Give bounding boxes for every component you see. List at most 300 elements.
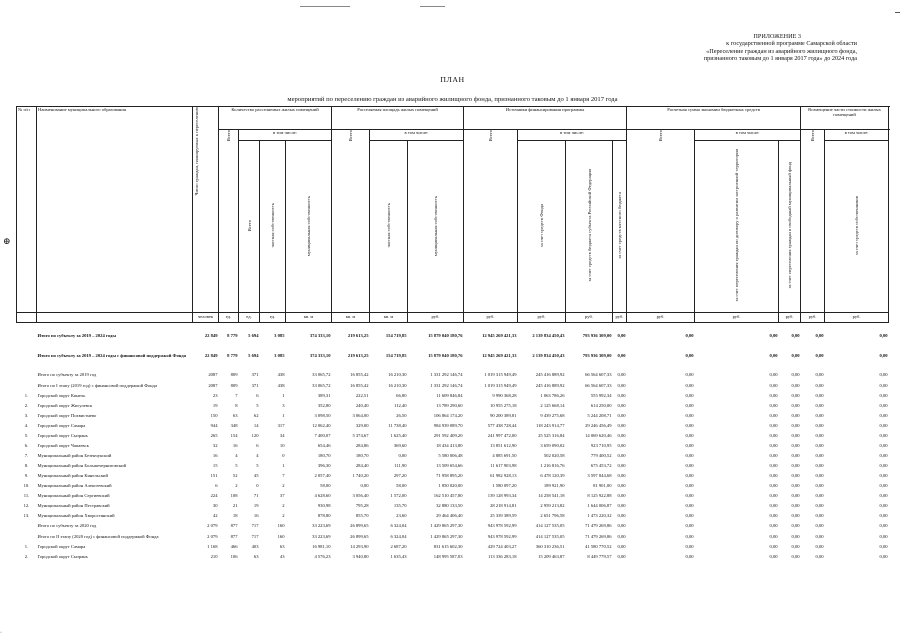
row-number: 9. <box>24 473 29 479</box>
value-cell: 675 453,72 <box>590 463 612 469</box>
row-number <box>17 370 37 380</box>
value-cell: 2 959 213,82 <box>540 503 565 509</box>
value-cell: 779 400,52 <box>590 453 612 459</box>
value-cell: 16 <box>232 443 238 449</box>
value-cell: 43 <box>279 554 285 560</box>
value-cell: 154 719,85 <box>385 352 407 358</box>
municipality-name: Городской округ Сызрань <box>37 554 88 560</box>
value-cell: 25 525 316,84 <box>538 433 565 439</box>
row-number: 6. <box>24 443 29 449</box>
value-cell: 614 250,00 <box>590 403 612 409</box>
value-cell: 414 127 535,05 <box>535 533 565 539</box>
appendix-line: к государственной программе Самарской области <box>726 40 857 48</box>
value-cell: 0 <box>282 453 285 459</box>
value-cell: 943 978 592,99 <box>487 533 517 539</box>
value-cell: 371 <box>251 372 259 378</box>
value-cell: 0,00 <box>617 453 626 459</box>
value-cell: 62 <box>253 413 259 419</box>
value-cell: 0,00 <box>879 493 888 499</box>
municipality-name: Муниципальный район Большечерниговский <box>37 463 127 469</box>
savings-total-header: Всего <box>627 130 695 313</box>
value-cell: 2 057,40 <box>314 473 331 479</box>
value-cell: 5 <box>256 463 259 469</box>
value-cell: 11 738,40 <box>388 423 407 429</box>
value-cell: 2 139 834 450,43 <box>532 352 565 358</box>
value-cell: 0,00 <box>398 453 407 459</box>
value-cell: 0,00 <box>769 403 778 409</box>
value-cell: 42 <box>212 513 218 519</box>
value-cell: 1 429 865 297,30 <box>430 523 463 529</box>
value-cell: 1 473 220,32 <box>587 513 612 519</box>
value-cell: 0,00 <box>791 372 800 378</box>
value-cell: 0,00 <box>791 554 800 560</box>
table-row <box>17 370 889 380</box>
value-cell: 33 223,69 <box>312 523 331 529</box>
value-cell: 0,00 <box>815 423 824 429</box>
value-cell: 135,70 <box>393 503 407 509</box>
value-cell: 466 <box>230 544 238 550</box>
value-cell: 13 851 612,90 <box>490 443 517 449</box>
value-cell: 329,00 <box>355 423 369 429</box>
unit-cell: руб. <box>695 312 779 322</box>
finance-group-header: Источники финансирования программы <box>464 107 627 130</box>
value-cell: 793 936 309,00 <box>582 333 612 339</box>
value-cell: 809 <box>230 372 238 378</box>
value-cell: 0,00 <box>617 493 626 499</box>
value-cell: 0,00 <box>815 493 824 499</box>
document-subtitle: мероприятий по переселению граждан из аварийного жилищного фонда, признанного таковым до 1 января 2017 года <box>287 96 618 103</box>
value-cell: 2 651 796,58 <box>540 513 565 519</box>
value-cell: 0,00 <box>879 453 888 459</box>
value-cell: 371 <box>251 382 259 388</box>
value-cell: 19 <box>253 503 259 509</box>
value-cell: 0,00 <box>617 463 626 469</box>
value-cell: 63 <box>253 554 259 560</box>
value-cell: 148 995 587,03 <box>433 554 463 560</box>
value-cell: 71 479 269,86 <box>585 523 612 529</box>
row-number: 3. <box>24 413 29 419</box>
value-cell: 369,60 <box>393 443 407 449</box>
savings-incl-header: в том числе: <box>695 130 801 141</box>
value-cell: 0,00 <box>815 513 824 519</box>
value-cell: 189 921,90 <box>543 483 565 489</box>
table-row <box>17 431 889 441</box>
value-cell: 16 855,42 <box>350 382 369 388</box>
municipality-name: Городской округ Чапаевск <box>37 443 89 449</box>
value-cell: 577 438 728,44 <box>487 423 517 429</box>
value-cell: 9 990 368,28 <box>492 393 517 399</box>
row-number: 2. <box>24 554 29 560</box>
value-cell: 4 628,60 <box>314 493 331 499</box>
area-incl-header: в том числе: <box>370 130 464 141</box>
unit-cell: руб. <box>801 312 825 322</box>
value-cell: 0,00 <box>685 513 694 519</box>
value-cell: 0,00 <box>815 483 824 489</box>
row-number <box>17 521 37 531</box>
rooms-private-header: частная собственность <box>260 141 286 313</box>
units-row <box>17 312 889 322</box>
value-cell: 877 <box>230 523 238 529</box>
municipality-name: Итого по субъекту за 2019 год <box>37 372 97 378</box>
value-cell: 219 613,25 <box>347 352 369 358</box>
value-cell: 0,00 <box>685 423 694 429</box>
value-cell: 26 899,65 <box>350 523 369 529</box>
rooms-total-header: Всего <box>219 130 239 313</box>
municipality-name: Итого по I этапу (2019 год) с финансовой поддержкой Фонда <box>37 382 158 388</box>
value-cell: 0,00 <box>685 453 694 459</box>
value-cell: 0,00 <box>791 523 800 529</box>
refund-total-header: Всего <box>801 130 825 313</box>
value-cell: 14 293,90 <box>350 544 369 550</box>
appendix-header <box>527 33 857 63</box>
value-cell: 150 <box>210 413 218 419</box>
value-cell: 0,00 <box>815 463 824 469</box>
value-cell: 0,00 <box>879 473 888 479</box>
value-cell: 944 <box>210 423 218 429</box>
top-scan-mark <box>300 6 350 7</box>
value-cell: 5 694 <box>248 352 259 358</box>
value-cell: 90 200 389,81 <box>490 413 517 419</box>
value-cell: 180,70 <box>317 453 331 459</box>
value-cell: 0,00 <box>769 413 778 419</box>
value-cell: 0,00 <box>791 544 800 550</box>
value-cell: 0,00 <box>685 483 694 489</box>
table-row <box>17 391 889 401</box>
value-cell: 1 019 315 949,49 <box>484 372 517 378</box>
table-row <box>17 441 889 451</box>
table-row <box>17 531 889 542</box>
row-number <box>17 531 37 542</box>
value-cell: 45 <box>253 473 259 479</box>
value-cell: 0,00 <box>617 433 626 439</box>
value-cell: 943 978 592,99 <box>487 523 517 529</box>
value-cell: 0,00 <box>879 503 888 509</box>
finance-fund-header: за счет средств Фонда <box>518 141 566 313</box>
value-cell: 5 244 208,71 <box>587 413 612 419</box>
row-number: 1. <box>24 544 29 550</box>
top-scan-mark <box>420 6 445 7</box>
value-cell: 877 <box>230 533 238 539</box>
value-cell: 222,51 <box>355 393 369 399</box>
value-cell: 6 324,04 <box>390 533 407 539</box>
value-cell: 154 <box>230 433 238 439</box>
value-cell: 2087 <box>208 372 218 378</box>
savings-fund-header: за счет переселения граждан в свободный муниципальный фонд <box>779 141 801 313</box>
value-cell: 0,00 <box>879 523 888 529</box>
municipality-name: Муниципальный район Хворостянский <box>37 513 115 519</box>
value-cell: 0,00 <box>791 513 800 519</box>
value-cell: 22 849 <box>204 352 218 358</box>
value-cell: 0,00 <box>815 453 824 459</box>
unit-cell: руб. <box>408 312 464 322</box>
unit-cell <box>37 312 193 322</box>
value-cell: 66 564 607,33 <box>585 382 612 388</box>
value-cell: 878,80 <box>317 513 331 519</box>
value-cell: 0,00 <box>685 554 694 560</box>
value-cell: 284,86 <box>355 443 369 449</box>
value-cell: 0,00 <box>617 503 626 509</box>
table-row <box>17 411 889 421</box>
col-name-header: Наименование муниципального образования <box>37 107 193 313</box>
value-cell: 5 374,67 <box>352 433 369 439</box>
value-cell: 118 243 914,77 <box>535 423 565 429</box>
unit-cell: руб. <box>613 312 627 322</box>
value-cell: 1 850 020,00 <box>438 483 463 489</box>
refund-owners-header: за счет средств собственников <box>825 141 889 313</box>
value-cell: 1 331 292 146,74 <box>430 382 463 388</box>
value-cell: 0,00 <box>879 463 888 469</box>
value-cell: 0,00 <box>685 473 694 479</box>
value-cell: 4 <box>235 453 238 459</box>
value-cell: 120 <box>251 433 259 439</box>
value-cell: 2 139 834 450,43 <box>532 333 565 339</box>
value-cell: 0,00 <box>815 533 824 539</box>
table-row <box>17 421 889 431</box>
value-cell: 793 936 309,00 <box>582 352 612 358</box>
value-cell: 1 580 097,20 <box>492 483 517 489</box>
crop-mark: · <box>0 630 2 636</box>
value-cell: 0,00 <box>685 403 694 409</box>
value-cell: 16 855,42 <box>350 372 369 378</box>
value-cell: 0,00 <box>791 403 800 409</box>
value-cell: 219 613,25 <box>347 333 369 339</box>
value-cell: 245 416 889,92 <box>535 372 565 378</box>
area-private-header: частная собственность <box>370 141 408 313</box>
refund-incl-header: в том числе: <box>825 130 889 141</box>
appendix-line: «Переселение граждан из аварийного жилищного фонда, <box>706 47 857 55</box>
value-cell: 0,00 <box>879 352 888 358</box>
value-cell: 923 710,95 <box>590 443 612 449</box>
value-cell: 0,00 <box>769 523 778 529</box>
value-cell: 317 <box>277 423 285 429</box>
row-number: 1. <box>24 393 29 399</box>
table-row <box>17 481 889 491</box>
value-cell: 389,31 <box>317 393 331 399</box>
value-cell: 0,00 <box>617 423 626 429</box>
value-cell: 14 069 620,46 <box>585 433 612 439</box>
value-cell: 32 <box>212 443 218 449</box>
value-cell: 1 <box>282 463 285 469</box>
value-cell: 139 128 993,34 <box>487 493 517 499</box>
value-cell: 151 <box>210 473 218 479</box>
value-cell: 0,00 <box>769 493 778 499</box>
value-cell: 0,00 <box>769 443 778 449</box>
value-cell: 0,00 <box>791 533 800 539</box>
value-cell: 0,00 <box>685 544 694 550</box>
value-cell: 0 <box>256 483 259 489</box>
value-cell: 3 597 844,68 <box>587 473 612 479</box>
value-cell: 2 <box>282 503 285 509</box>
value-cell: 0,00 <box>617 483 626 489</box>
unit-cell: руб. <box>627 312 695 322</box>
value-cell: 0,00 <box>617 372 626 378</box>
unit-cell: ед. <box>219 312 239 322</box>
value-cell: 0,00 <box>617 513 626 519</box>
value-cell: 4 576,23 <box>314 554 331 560</box>
value-cell: 0,00 <box>879 433 888 439</box>
value-cell: 71 <box>253 493 259 499</box>
value-cell: 0,00 <box>791 433 800 439</box>
value-cell: 2 079 <box>207 533 218 539</box>
municipality-name: Муниципальный район Кинельский <box>37 473 108 479</box>
unit-cell: руб. <box>825 312 889 322</box>
value-cell: 3 098,50 <box>314 413 331 419</box>
value-cell: 0,00 <box>769 533 778 539</box>
value-cell: 0,00 <box>617 533 626 539</box>
value-cell: 63 <box>279 544 285 550</box>
value-cell: 0,00 <box>815 554 824 560</box>
unit-cell <box>17 312 37 322</box>
row-number: 2. <box>24 403 29 409</box>
value-cell: 0,00 <box>685 493 694 499</box>
value-cell: 1 331 292 146,74 <box>430 372 463 378</box>
value-cell: 0,00 <box>617 393 626 399</box>
value-cell: 0,00 <box>879 372 888 378</box>
value-cell: 19 <box>212 403 218 409</box>
value-cell: 0,00 <box>791 483 800 489</box>
table-row <box>17 471 889 481</box>
municipality-name: Муниципальный район Сергиевский <box>37 493 110 499</box>
value-cell: 0,00 <box>769 382 778 388</box>
value-cell: 12 945 269 421,33 <box>482 352 517 358</box>
value-cell: 809 <box>230 382 238 388</box>
table-row <box>17 401 889 411</box>
area-group-header: Расселяемая площадь жилых помещений <box>332 107 464 130</box>
row-spacer <box>17 341 889 350</box>
savings-dev-header: за счет переселения граждан по договору о развитии застроенной территории <box>695 141 779 313</box>
value-cell: 58,00 <box>320 483 331 489</box>
unit-cell: руб. <box>518 312 566 322</box>
value-cell: 1 429 865 297,30 <box>430 533 463 539</box>
value-cell: 6 <box>215 483 218 489</box>
value-cell: 0,00 <box>791 413 800 419</box>
value-cell: 6 324,04 <box>390 523 407 529</box>
value-cell: 6 478 120,39 <box>540 473 565 479</box>
margin-mark: ⊕ <box>3 236 11 246</box>
value-cell: 2 <box>235 483 238 489</box>
value-cell: 29 246 456,49 <box>585 423 612 429</box>
value-cell: 7 <box>235 393 238 399</box>
value-cell: 0,00 <box>617 443 626 449</box>
value-cell: 930,98 <box>317 503 331 509</box>
value-cell: 0,00 <box>769 483 778 489</box>
value-cell: 0,00 <box>815 372 824 378</box>
value-cell: 0,00 <box>815 352 824 358</box>
value-cell: 111,90 <box>394 463 407 469</box>
value-cell: 1 216 816,76 <box>540 463 565 469</box>
value-cell: 0,00 <box>879 443 888 449</box>
value-cell: 0,00 <box>791 473 800 479</box>
value-cell: 3 064,00 <box>352 413 369 419</box>
row-number <box>17 380 37 391</box>
value-cell: 33 223,69 <box>312 533 331 539</box>
value-cell: 0,00 <box>815 413 824 419</box>
value-cell: 30 <box>212 503 218 509</box>
value-cell: 6 <box>256 393 259 399</box>
municipality-name: Городской округ Похвистнево <box>37 413 97 419</box>
value-cell: 0,00 <box>617 473 626 479</box>
value-cell: 23 <box>212 393 218 399</box>
municipality-name: Итого по субъекту за 2020 год <box>37 523 97 529</box>
municipality-name: Городской округ Жигулевск <box>37 403 93 409</box>
value-cell: 0,00 <box>769 513 778 519</box>
value-cell: 66,80 <box>396 393 407 399</box>
row-number <box>17 331 37 341</box>
unit-cell: ед. <box>260 312 286 322</box>
row-spacer <box>17 322 889 331</box>
value-cell: 0,00 <box>879 333 888 339</box>
value-cell: 654,46 <box>317 443 331 449</box>
value-cell: 0,00 <box>791 463 800 469</box>
value-cell: 0,00 <box>879 533 888 539</box>
refund-group-header: Возмещение части стоимости жилых помещений <box>801 107 889 130</box>
value-cell: 113 336 283,18 <box>487 554 517 560</box>
appendix-number: ПРИЛОЖЕНИЕ 3 <box>753 33 801 40</box>
value-cell: 32 880 133,50 <box>436 503 463 509</box>
value-cell: 0,00 <box>769 503 778 509</box>
value-cell: 7 <box>282 473 285 479</box>
value-cell: 795,28 <box>355 503 369 509</box>
value-cell: 66 564 607,33 <box>585 372 612 378</box>
value-cell: 374 333,10 <box>309 352 331 358</box>
value-cell: 37 <box>279 493 285 499</box>
value-cell: 0,00 <box>815 333 824 339</box>
value-cell: 0,00 <box>791 453 800 459</box>
value-cell: 0,00 <box>879 544 888 550</box>
value-cell: 0,00 <box>769 453 778 459</box>
value-cell: 106 864 174,20 <box>433 413 463 419</box>
value-cell: 23,60 <box>396 513 407 519</box>
value-cell: 831 615 602,30 <box>433 544 463 550</box>
value-cell: 1 572,00 <box>390 493 407 499</box>
value-cell: 360 310 236,51 <box>535 544 565 550</box>
value-cell: 71 479 269,86 <box>585 533 612 539</box>
table-row <box>17 501 889 511</box>
value-cell: 21 <box>232 503 238 509</box>
table-row <box>17 542 889 552</box>
appendix-line: признанного таковым до 1 января 2017 года» до 2024 года <box>703 55 857 63</box>
value-cell: 0,00 <box>769 352 778 358</box>
value-cell: 438 <box>277 372 285 378</box>
value-cell: 5 <box>235 463 238 469</box>
row-spacer <box>17 361 889 370</box>
value-cell: 0,00 <box>617 413 626 419</box>
value-cell: 160 <box>277 523 285 529</box>
unit-cell: человек <box>193 312 219 322</box>
row-number: 8. <box>24 463 29 469</box>
value-cell: 1 019 315 949,49 <box>484 382 517 388</box>
unit-cell: кв. м <box>332 312 370 322</box>
municipality-name: Итого по субъекту за 2019 – 2024 годы <box>37 333 116 339</box>
value-cell: 1 644 006,87 <box>587 503 612 509</box>
value-cell: 403 <box>251 544 259 550</box>
value-cell: 12 062,40 <box>312 423 331 429</box>
value-cell: 1 625,40 <box>390 433 407 439</box>
value-cell: 26 899,65 <box>350 533 369 539</box>
value-cell: 13 509 654,66 <box>436 463 463 469</box>
value-cell: 0,00 <box>879 423 888 429</box>
row-number: 12. <box>23 503 30 509</box>
table-row <box>17 521 889 531</box>
value-cell: 63 <box>232 413 238 419</box>
value-cell: 15 879 040 180,76 <box>428 333 463 339</box>
value-cell: 81 901,00 <box>593 483 612 489</box>
value-cell: 7 400,07 <box>314 433 331 439</box>
value-cell: 438 <box>277 382 285 388</box>
value-cell: 52 <box>232 473 238 479</box>
plan-table <box>16 106 889 562</box>
value-cell: 0,00 <box>791 423 800 429</box>
